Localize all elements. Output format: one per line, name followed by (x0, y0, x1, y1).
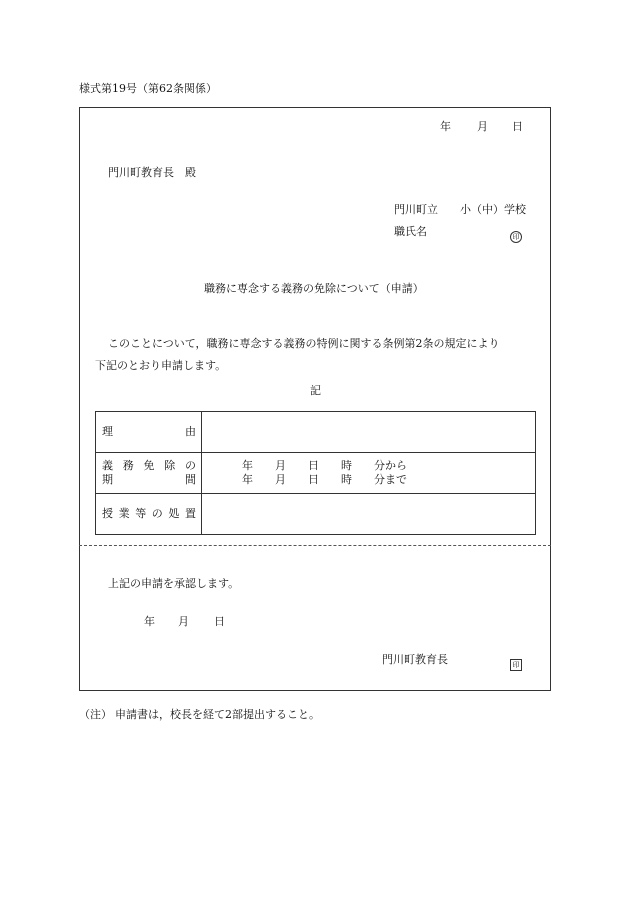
body-line-1: このことについて，職務に専念する義務の特例に関する条例第2条の規定により (108, 337, 500, 350)
note-label: （注） (79, 708, 112, 721)
lesson-value[interactable] (202, 494, 536, 535)
table-row-period (96, 453, 536, 494)
school-line: 門川町立 小（中）学校 (394, 203, 526, 216)
table-row-lesson (96, 494, 536, 535)
approver: 門川町教育長 (382, 653, 448, 666)
date-day: 日 (512, 120, 523, 133)
period-from: 年 月 日 時 分から (242, 459, 407, 472)
date-month: 月 (477, 120, 488, 133)
seal-char-2: 印 (510, 659, 522, 671)
period-value[interactable] (202, 453, 536, 494)
lesson-label: 授 業 等 の 処 置 (96, 494, 202, 535)
form-number: 様式第19号（第62条関係） (79, 82, 217, 95)
seal-square-icon (510, 652, 522, 671)
period-label: 義 務 免 除 の 期 間 (96, 453, 202, 494)
body-line-2: 下記のとおり申請します。 (95, 359, 227, 372)
table-row-reason (96, 412, 536, 453)
dashed-divider (79, 545, 551, 546)
date-year: 年 (440, 120, 451, 133)
addressee: 門川町教育長 殿 (108, 166, 196, 179)
note-text: 申請書は，校長を経て2部提出すること。 (115, 708, 320, 721)
name-label: 職氏名 (394, 225, 427, 238)
period-to: 年 月 日 時 分まで (242, 473, 407, 486)
request-table (95, 411, 536, 535)
form-frame (79, 107, 551, 691)
seal-char: 印 (510, 231, 522, 243)
approval-text: 上記の申請を承認します。 (108, 577, 240, 590)
ki-mark: 記 (310, 384, 321, 397)
reason-label: 理 由 (96, 412, 202, 453)
document-title: 職務に専念する義務の免除について（申請） (204, 282, 424, 295)
approval-day: 日 (214, 615, 225, 628)
approval-month: 月 (178, 615, 189, 628)
seal-round-icon (510, 224, 522, 243)
reason-value[interactable] (202, 412, 536, 453)
approval-year: 年 (144, 615, 155, 628)
